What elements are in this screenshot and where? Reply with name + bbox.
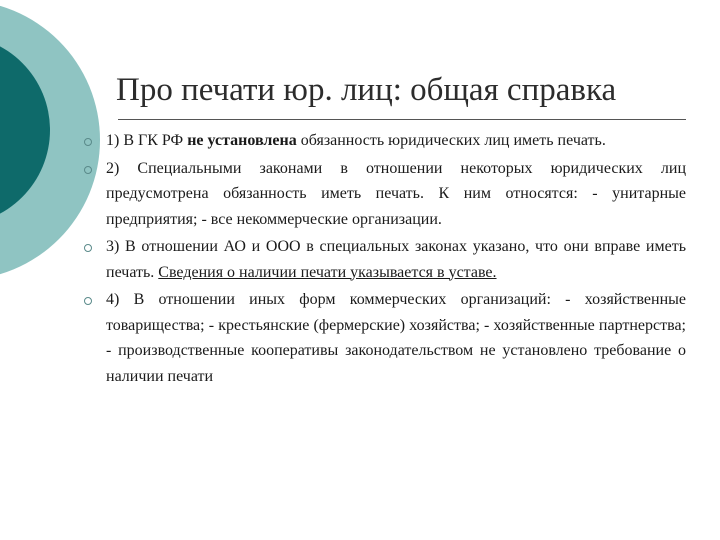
title-divider [118,119,686,120]
bullet-3-text-a: 3) В отношении АО и ООО в специальных законах указано, что они вправе иметь печать. [106,238,686,281]
bullet-3-text-underlined: Сведения о наличии печати указывается в уставе. [158,263,497,281]
bullet-1-text-c: обязанность юридических лиц иметь печать. [296,132,606,149]
bullet-text-4: 4) В отношении иных форм коммерческих организаций: - хозяйственные товарищества; - крестьянские (фермерские) хозяйства; - хозяйственные партнерства; - производственные кооперативы законодательством не установлено требование о наличии печати [106,291,686,385]
bullet-text-3 [106,234,686,285]
bullet-1-text-bold: не установлена [187,132,297,149]
bullet-circle-icon [84,166,92,174]
bullet-item-1 [84,128,686,154]
bullet-item-3 [84,234,686,285]
bullet-text-2: 2) Специальными законами в отношении некоторых юридических лиц предусмотрена обязанность иметь печать. К ним относятся: - унитарные предприятия; - все некоммерческие организации. [106,159,686,228]
bullet-circle-icon [84,244,92,252]
bullet-item-2 [84,156,686,233]
bullet-1-text-a: 1) В ГК РФ [106,132,188,149]
slide-title: Про печати юр. лиц: общая справка [116,72,617,108]
bullet-circle-icon [84,138,92,146]
bullet-list [84,128,686,391]
bullet-text-1 [106,128,686,154]
bullet-circle-icon [84,297,92,305]
bullet-item-4 [84,287,686,389]
